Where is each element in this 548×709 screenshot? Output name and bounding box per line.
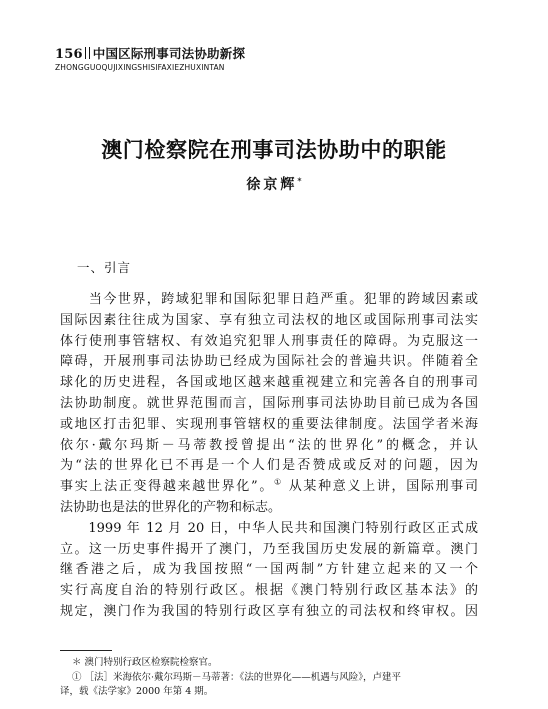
body-line: 1999 年 12 月 20 日，中华人民共和国澳门特别行政区正式成 <box>60 520 478 536</box>
body-line: 继香港之后，成为我国按照“一国两制”方针建立起来的又一个 <box>60 562 478 578</box>
section-heading: 一、引言 <box>77 260 132 275</box>
body-line: 立。这一历史事件揭开了澳门，乃至我国历史发展的新篇章。澳门 <box>60 541 478 557</box>
body-line-text: 事实上法正变得越来越世界化”。 <box>60 479 275 495</box>
body-line: 实行高度自治的特别行政区。根据《澳门特别行政区基本法》的 <box>60 583 478 599</box>
body-line-with-note <box>60 477 478 498</box>
body-line: 国际因素往往成为国家、享有独立司法权的地区或国际刑事司法实 <box>60 312 478 328</box>
body-line: 法协助制度。就世界范围而言，国际刑事司法协助目前已成为各国 <box>60 395 478 411</box>
body-text <box>60 290 478 623</box>
footnote-1-continued: 译，载《法学家》2000 年第 4 期。 <box>60 686 214 697</box>
article-title: 澳门检察院在刑事司法协助中的职能 <box>101 137 447 162</box>
header-separator <box>85 47 90 59</box>
journal-pinyin: ZHONGGUOQUJIXINGSHISIFAXIEZHUXINTAN <box>55 63 225 72</box>
body-line: 体行使刑事管辖权、有效追究犯罪人刑事责任的障碍。为克服这一 <box>60 333 478 349</box>
body-line: 依尔·戴尔玛斯－马蒂教授曾提出“法的世界化”的概念，并认 <box>60 437 478 453</box>
journal-title: 中国区际刑事司法协助新探 <box>92 46 246 61</box>
body-line: 为“法的世界化已不再是一个人们是否赞成或反对的问题，因为 <box>60 458 478 474</box>
body-line: 障碍，开展刑事司法协助已经成为国际社会的普遍共识。伴随着全 <box>60 354 478 370</box>
footnote-author: ＊ 澳门特别行政区检察院检察官。 <box>72 657 218 668</box>
running-header <box>55 44 475 72</box>
footnote-1: ① ［法］米海依尔·戴尔玛斯－马蒂著：《法的世界化——机遇与风险》，卢建平 <box>72 671 402 683</box>
footnote-reference-mark: ① <box>274 477 283 487</box>
body-line: 当今世界，跨域犯罪和国际犯罪日趋严重。犯罪的跨域因素或 <box>60 292 478 307</box>
author-footnote-mark: * <box>297 175 302 186</box>
page-number: 156 <box>55 47 83 62</box>
author-name: 徐京辉 <box>246 177 298 193</box>
body-line: 规定，澳门作为我国的特别行政区享有独立的司法权和终审权。因 <box>60 603 478 619</box>
body-line: 或地区打击犯罪、实现刑事管辖权的重要法律制度。法国学者米海 <box>60 416 478 432</box>
author-line <box>0 174 548 194</box>
body-line: 法协助也是法的世界化的产物和标志。 <box>60 499 282 515</box>
body-line: 球化的历史进程，各国或地区越来越重视建立和完善各自的刑事司 <box>60 375 478 391</box>
footnote-divider <box>60 650 112 651</box>
running-header-title-line <box>55 44 475 62</box>
footnotes <box>60 656 480 700</box>
body-line-tail: 从某种意义上讲，国际刑事司 <box>282 479 478 495</box>
